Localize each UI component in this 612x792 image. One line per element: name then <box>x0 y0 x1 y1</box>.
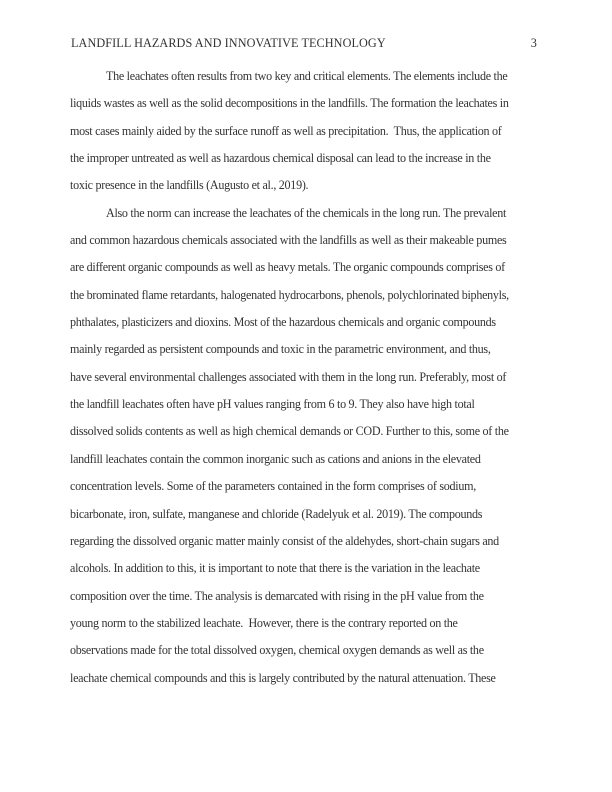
text-line: The leachates often results from two key and critical elements. The elements include the <box>106 69 508 83</box>
text-line: are different organic compounds as well as heavy metals. The organic compounds comprises of <box>70 260 505 275</box>
page-number: 3 <box>530 36 537 50</box>
text-line: concentration levels. Some of the parameters contained in the form comprises of sodium, <box>70 479 476 494</box>
text-line: the brominated flame retardants, halogenated hydrocarbons, phenols, polychlorinated biphenyls, <box>70 287 509 302</box>
text-line: liquids wastes as well as the solid decompositions in the landfills. The formation the leachates in <box>70 96 509 111</box>
document-body <box>70 63 509 692</box>
text-line: leachate chemical compounds and this is largely contributed by the natural attenuation. These <box>70 670 496 685</box>
text-line: phthalates, plasticizers and dioxins. Most of the hazardous chemicals and organic compounds <box>70 315 496 330</box>
text-line: bicarbonate, iron, sulfate, manganese and chloride (Radelyuk et al. 2019). The compounds <box>70 506 483 521</box>
running-head: LANDFILL HAZARDS AND INNOVATIVE TECHNOLOGY <box>71 36 386 50</box>
paragraph <box>70 200 509 692</box>
text-line: observations made for the total dissolved oxygen, chemical oxygen demands as well as the <box>70 643 484 658</box>
text-line: mainly regarded as persistent compounds and toxic in the parametric environment, and thus, <box>70 342 491 357</box>
text-line: Also the norm can increase the leachates of the chemicals in the long run. The prevalent <box>106 205 507 220</box>
text-line: dissolved solids contents as well as high chemical demands or COD. Further to this, some of the <box>70 424 509 439</box>
text-line: the improper untreated as well as hazardous chemical disposal can lead to the increase in the <box>70 151 491 166</box>
page-header <box>71 36 537 50</box>
text-line: alcohols. In addition to this, it is important to note that there is the variation in the leachate <box>70 561 480 576</box>
text-line: regarding the dissolved organic matter mainly consist of the aldehydes, short-chain sugars and <box>70 533 499 548</box>
text-line: landfill leachates contain the common inorganic such as cations and anions in the elevated <box>70 451 481 466</box>
text-line: and common hazardous chemicals associated with the landfills as well as their makeable pumes <box>70 233 507 248</box>
text-line: young norm to the stabilized leachate. However, there is the contrary reported on the <box>70 615 458 630</box>
text-line: composition over the time. The analysis is demarcated with rising in the pH value from the <box>70 588 484 603</box>
text-line: toxic presence in the landfills (Augusto et al., 2019). <box>70 178 309 193</box>
text-line: the landfill leachates often have pH values ranging from 6 to 9. They also have high total <box>70 397 475 412</box>
text-line: most cases mainly aided by the surface runoff as well as precipitation. Thus, the application of <box>70 123 502 138</box>
paragraph <box>70 63 509 200</box>
text-line: have several environmental challenges associated with them in the long run. Preferably, most of <box>70 369 507 384</box>
